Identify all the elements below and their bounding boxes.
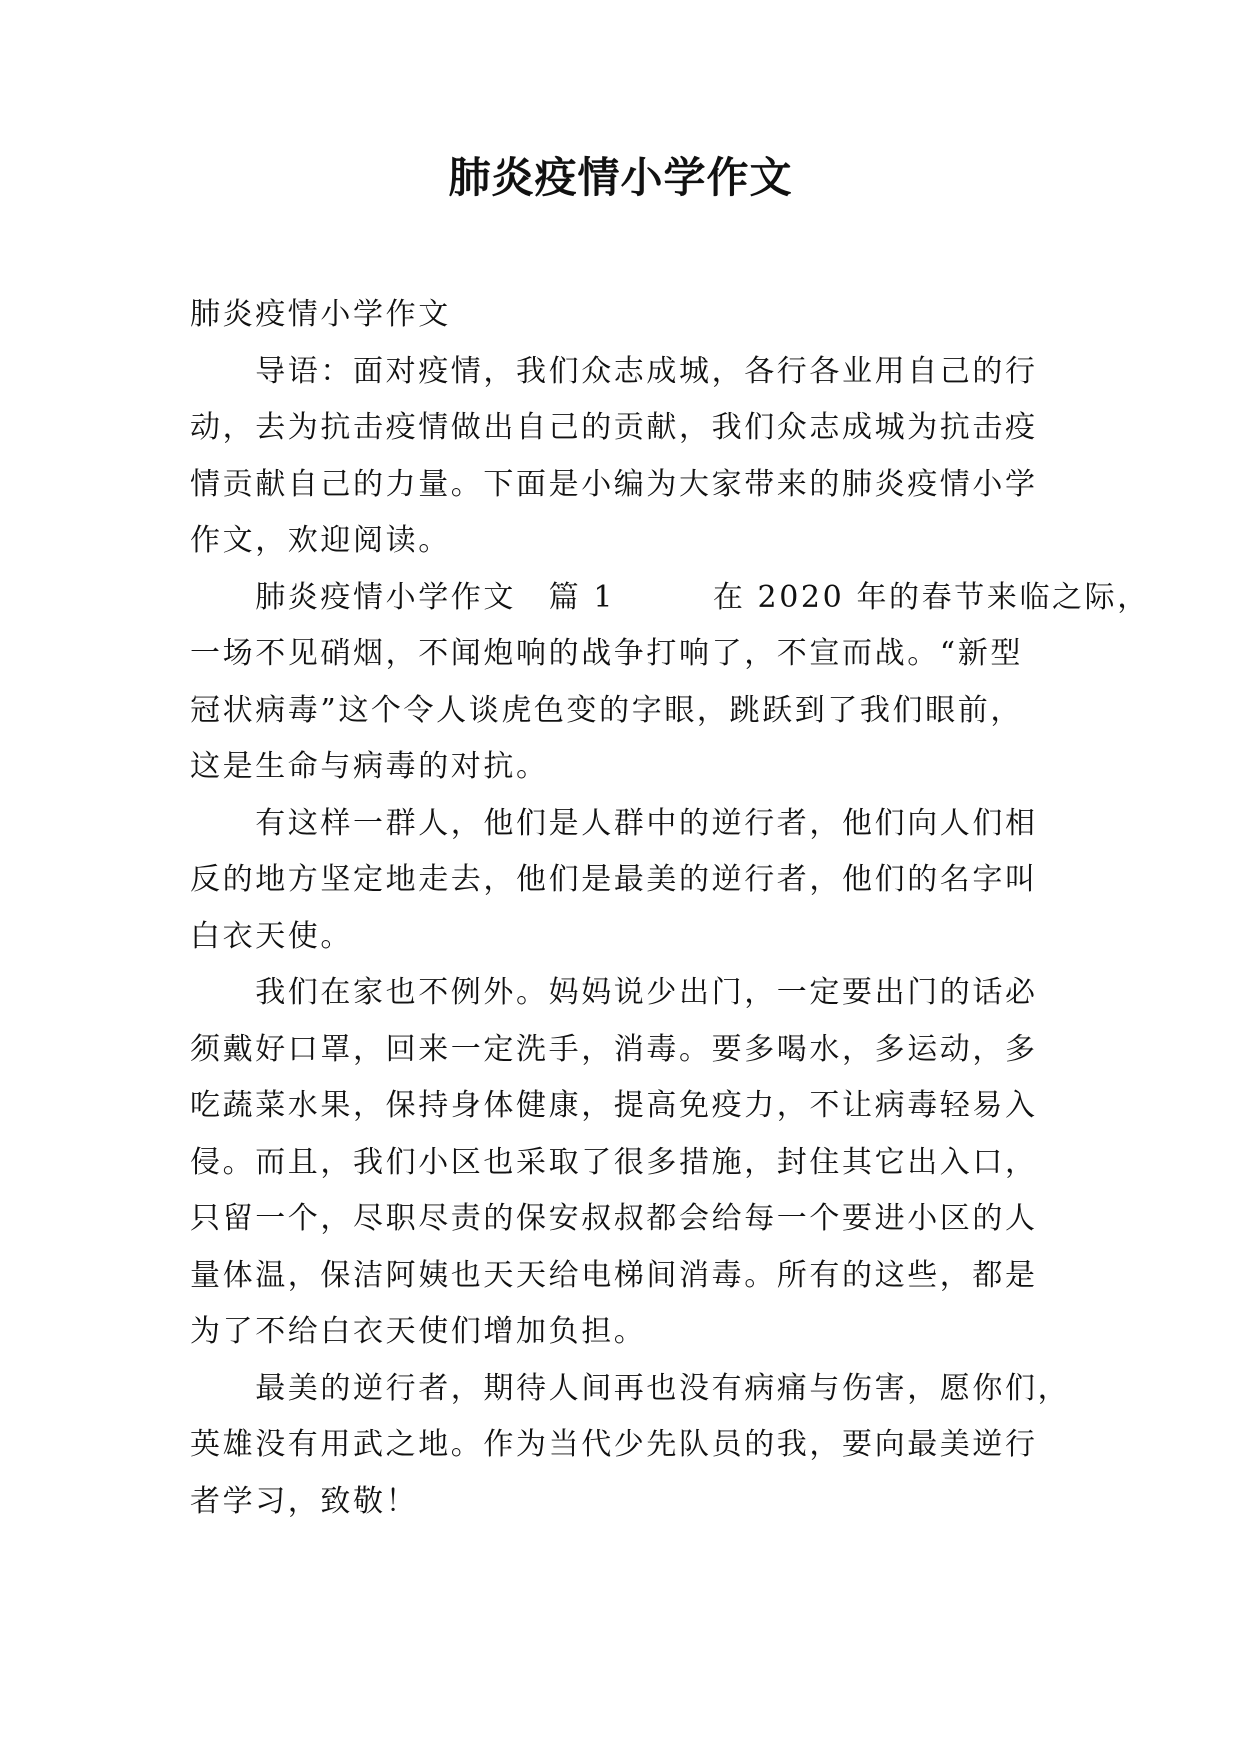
paragraph-3-line-1: 我们在家也不例外。妈妈说少出门，一定要出门的话必: [190, 975, 1038, 1010]
paragraph-3-line-3: 吃蔬菜水果，保持身体健康，提高免疫力，不让病毒轻易入: [190, 1088, 1038, 1123]
paragraph-1-line-3: 冠状病毒”这个令人谈虎色变的字眼，跳跃到了我们眼前，: [190, 692, 1023, 728]
paragraph-3-line-6: 量体温，保洁阿姨也天天给电梯间消毒。所有的这些，都是: [190, 1257, 1038, 1293]
paragraph-intro-line-2: 动，去为抗击疫情做出自己的贡献，我们众志成城为抗击疫: [190, 410, 1038, 445]
paragraph-2-line-2: 反的地方坚定地走去，他们是最美的逆行者，他们的名字叫: [190, 862, 1038, 897]
paragraph-1-line-2: 一场不见硝烟，不闻炮响的战争打响了，不宣而战。“新型: [190, 636, 1023, 671]
paragraph-1-line-4: 这是生命与病毒的对抗。: [190, 749, 549, 784]
paragraph-intro-line-1: 导语：面对疫情，我们众志成城，各行各业用自己的行: [190, 353, 1038, 389]
document-body: [190, 287, 1150, 1530]
paragraph-3-line-5: 只留一个，尽职尽责的保安叔叔都会给每一个要进小区的人: [190, 1201, 1038, 1236]
paragraph-4-line-3: 者学习，致敬！: [190, 1483, 419, 1519]
paragraph-4-line-2: 英雄没有用武之地。作为当代少先队员的我，要向最美逆行: [190, 1427, 1038, 1462]
document-title: 肺炎疫情小学作文: [448, 153, 793, 202]
paragraph-2-line-3: 白衣天使。: [190, 918, 353, 954]
paragraph-3-line-7: 为了不给白衣天使们增加负担。: [190, 1314, 647, 1349]
paragraph-intro-line-4: 作文，欢迎阅读。: [190, 523, 451, 558]
paragraph-1-line-1: 肺炎疫情小学作文 篇 1 在 2020 年的春节来临之际，: [190, 579, 1150, 615]
paragraph-3-line-4: 侵。而且，我们小区也采取了很多措施，封住其它出入口，: [190, 1144, 1038, 1180]
paragraph-2-line-1: 有这样一群人，他们是人群中的逆行者，他们向人们相: [190, 805, 1038, 841]
paragraph-3-line-2: 须戴好口罩，回来一定洗手，消毒。要多喝水，多运动，多: [190, 1031, 1038, 1067]
paragraph-4-line-1: 最美的逆行者，期待人间再也没有病痛与伤害，愿你们，: [190, 1370, 1071, 1406]
paragraph-intro-line-3: 情贡献自己的力量。下面是小编为大家带来的肺炎疫情小学: [190, 466, 1038, 502]
subtitle-line: 肺炎疫情小学作文: [190, 297, 451, 332]
